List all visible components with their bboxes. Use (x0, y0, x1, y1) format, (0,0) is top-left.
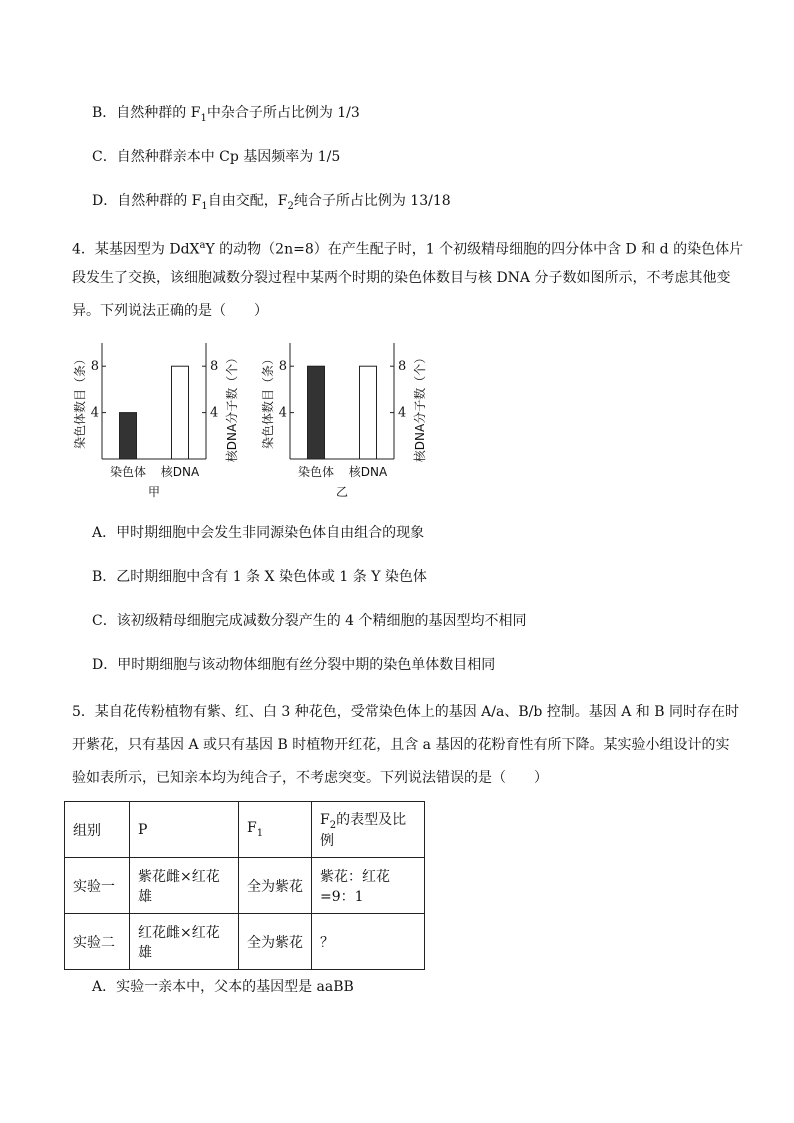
q3-option-b-text: B．自然种群的 F (92, 105, 201, 121)
subscript: 1 (200, 112, 207, 124)
y-axis-label-right: 核DNA分子数（个） (225, 351, 239, 463)
q5-option-a: A．实验一亲本中，父本的基因型是 aaBB (92, 979, 354, 995)
y-tick-label-left: 4 (278, 405, 287, 421)
header-p: P (130, 802, 239, 858)
bar (120, 413, 137, 459)
subscript: 2 (287, 200, 294, 212)
cell-group: 实验二 (65, 914, 130, 970)
table-row (65, 914, 425, 970)
cell-f2: 紫花：红花=9：1 (312, 858, 425, 914)
experiment-table (64, 801, 425, 970)
chart-jia (70, 338, 250, 512)
chart-title: 乙 (335, 485, 349, 499)
cell-group: 实验一 (65, 858, 130, 914)
y-tick-label-right: 4 (398, 405, 407, 421)
bar (172, 366, 189, 459)
q3-option-c-text: C．自然种群亲本中 Cp 基因频率为 1/5 (92, 149, 341, 165)
subscript: 1 (201, 200, 208, 212)
q3-option-b-text-end: 中杂合子所占比例为 1/3 (206, 105, 360, 121)
bar (360, 366, 377, 459)
q4-stem-line-1 (72, 229, 744, 267)
x-tick-label: 核DNA (160, 465, 200, 479)
chart-yi (258, 338, 438, 512)
chart-yi-svg (258, 338, 438, 508)
q3-option-d-text-mid: 自由交配，F (207, 193, 288, 209)
q4-stem-text: 4．某基因型为 DdX (72, 241, 200, 258)
cell-f2: ？ (312, 914, 425, 970)
superscript: a (199, 240, 206, 251)
table-header-row (65, 802, 425, 858)
q5-stem-line-1: 5．某自花传粉植物有紫、红、白 3 种花色，受常染色体上的基因 A/a、B/b 控制。基因 A 和 B 同时存在时 (72, 704, 739, 720)
chart-jia-svg (70, 338, 250, 508)
y-tick-label-left: 8 (90, 359, 99, 375)
header-f2-text: F (320, 811, 330, 828)
y-tick-label-right: 8 (398, 359, 407, 375)
table-row (65, 858, 425, 914)
q5-stem-line-2: 开紫花，只有基因 A 或只有基因 B 时植物开红花，且含 a 基因的花粉育性有所下降。某实验小组设计的实 (72, 737, 730, 753)
header-f1-text: F (247, 820, 257, 837)
q4-option-d: D．甲时期细胞与该动物体细胞有丝分裂中期的染色单体数目相同 (92, 657, 496, 673)
chart-title: 甲 (147, 485, 161, 499)
q4-stem-text-cont: Y 的动物（2n=8）在产生配子时，1 个初级精母细胞的四分体中含 D 和 d 的染色体片 (205, 241, 744, 258)
x-tick-label: 核DNA (348, 465, 388, 479)
subscript: 2 (329, 819, 337, 831)
header-f2-text-end: 的表型及比例 (320, 811, 407, 850)
cell-f1: 全为紫花 (239, 914, 312, 970)
cell-f1: 全为紫花 (239, 858, 312, 914)
q4-option-a: A．甲时期细胞中会发生非同源染色体自由组合的现象 (92, 525, 425, 541)
header-f1 (239, 802, 312, 858)
q3-option-d-text-end: 纯合子所占比例为 13/18 (293, 193, 451, 209)
x-tick-label: 染色体 (297, 465, 335, 479)
header-f2 (312, 802, 425, 858)
cell-p: 红花雌×红花雄 (130, 914, 239, 970)
q3-option-d-text: D．自然种群的 F (92, 193, 202, 209)
x-tick-label: 染色体 (109, 465, 147, 479)
y-tick-label-right: 8 (210, 359, 219, 375)
y-tick-label-left: 4 (90, 405, 99, 421)
subscript: 1 (256, 827, 264, 839)
q4-option-c: C．该初级精母细胞完成减数分裂产生的 4 个精细胞的基因型均不相同 (92, 613, 527, 629)
y-axis-label-left: 染色体数目（条） (73, 352, 87, 450)
header-group: 组别 (65, 802, 130, 858)
y-axis-label-left: 染色体数目（条） (261, 352, 275, 450)
q5-stem-line-3: 验如表所示，已知亲本均为纯合子，不考虑突变。下列说法错误的是（ ） (72, 770, 548, 786)
q4-stem-line-3: 异。下列说法正确的是（ ） (72, 303, 268, 319)
y-tick-label-left: 8 (278, 359, 287, 375)
cell-p: 紫花雌×红花雄 (130, 858, 239, 914)
q4-stem-line-2: 段发生了交换，该细胞减数分裂过程中某两个时期的染色体数目与核 DNA 分子数如图所示，不考虑其他变 (72, 270, 731, 286)
q3-option-d (92, 191, 451, 217)
q4-option-b: B．乙时期细胞中含有 1 条 X 染色体或 1 条 Y 染色体 (92, 569, 427, 585)
q3-option-b (92, 103, 360, 129)
q3-option-c (92, 147, 340, 167)
y-tick-label-right: 4 (210, 405, 219, 421)
bar (308, 366, 325, 459)
y-axis-label-right: 核DNA分子数（个） (413, 351, 427, 463)
